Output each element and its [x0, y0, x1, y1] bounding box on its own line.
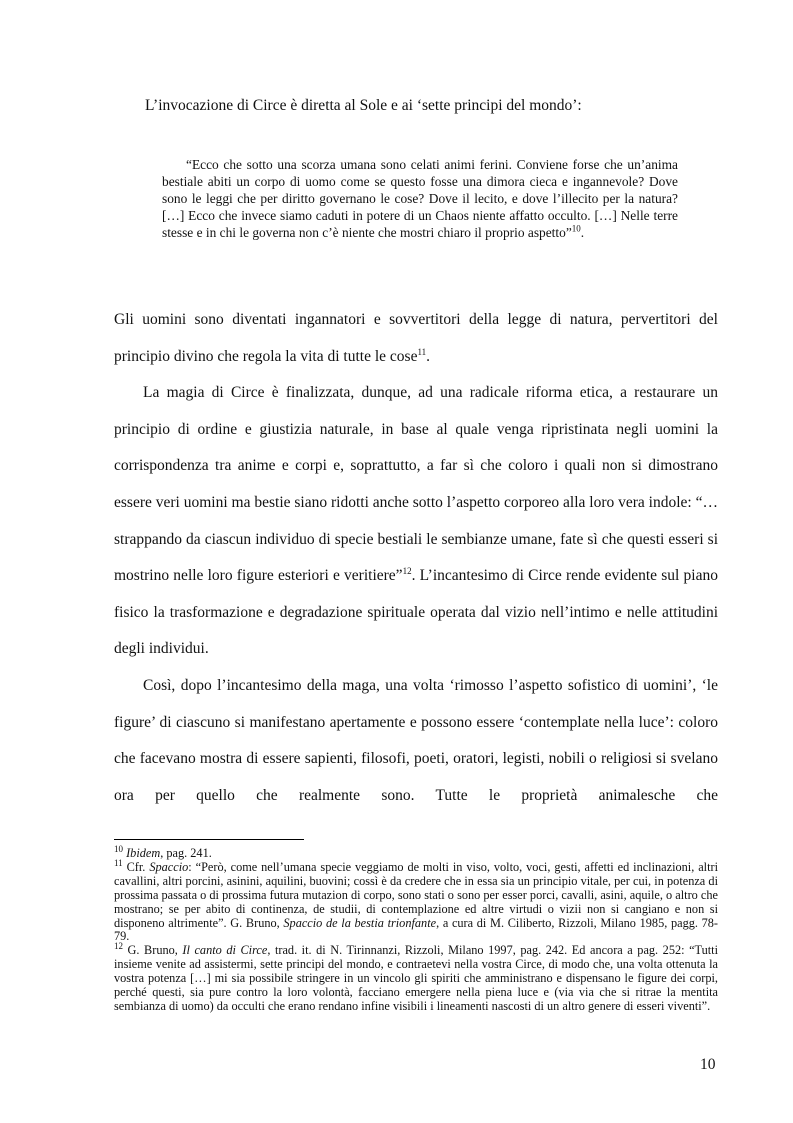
- block-quote: “Ecco che sotto una scorza umana sono celati animi ferini. Conviene forse che un’anima bestiale abiti un corpo di uomo come se questo fosse una dimora cieca e ingannevole? Dove sono le leggi che per diritto governano le cose? Dove il lecito, e dove l’illecito per la natura? […] Ecco che invece siamo caduti in potere di un Chaos niente affatto occulto. […] Nelle terre stesse e in chi le governa non c’è niente che mostri chiaro il proprio aspetto”$^{10}$.: [162, 157, 678, 240]
- page-number: 10: [700, 1056, 716, 1073]
- paragraph-1: Gli uomini sono diventati ingannatori e sovvertitori della legge di natura, pervertitori del principio divino che regola la vita di tutte le cose$^{11}$.: [114, 311, 718, 365]
- paragraph-3: Così, dopo l’incantesimo della maga, una volta ‘rimosso l’aspetto sofistico di uomini’, ‘le figure’ di ciascuno si manifestano apertamente e possono essere ‘contemplate nella luce’: coloro che facevano mostra di essere sapienti, filosofi, poeti, oratori, legisti, nobili o religiosi si svelano ora per quello che realmente sono. Tutte le proprietà animalesche che: [114, 676, 718, 804]
- footnote-11: $^{11}$ Cfr. Spaccio: “Però, come nell’umana specie veggiamo de molti in viso, volto, voci, gesti, affetti ed inclinazioni, altri cavallini, altri porcini, asinini, aquilini, buovini; cossì è da credere che in essa sia un principio vitale, per cui, in potenza di prossima passata o di prossima futura mutazion di corpo, sono stati o sono per esser porci, cavalli, asini, aquile, o altro che mostrano; se per abito di continenza, de studii, di contemplazione ed altre virtudi o vizii non si cangiano e non si disponeno altrimente”. G. Bruno, Spaccio de la bestia trionfante, a cura di M. Ciliberto, Rizzoli, Milano 1985, pagg. 78-79.: [114, 857, 719, 944]
- note-ref-12[interactable]: 12: [402, 566, 412, 576]
- note-ref-11[interactable]: 11: [417, 346, 427, 357]
- intro-line: L’invocazione di Circe è diretta al Sole e ai ‘sette principi del mondo’:: [145, 97, 582, 114]
- footnotes: [114, 843, 719, 1014]
- quote-text: “Ecco che sotto una scorza umana sono celati animi ferini. Conviene forse che un’anima bestiale abiti un corpo di uomo come se questo fosse una dimora cieca e ingannevole? Dove sono le leggi che per diritto governano le cose? Dove il lecito, e dove l’illecito per la natura? […] Ecco che invece siamo caduti in potere di un Chaos niente affatto occulto. […] Nelle terre stesse e in chi le governa non c’è niente che mostri chiaro il proprio aspetto”: [162, 157, 678, 240]
- body-text: [114, 302, 718, 814]
- paragraph-2: La magia di Circe è finalizzata, dunque, ad una radicale riforma etica, a restaurare un principio di ordine e giustizia naturale, in base al quale venga ripristinata negli uomini la corrispondenza tra anime e corpi e, soprattutto, a far sì che coloro i quali non si dimostrano essere veri uomini ma bestie siano ridotti anche sotto l’aspetto corporeo alla loro vera indole: “…strappando da ciascun individuo di specie bestiali le sembianze umane, fate sì che questi esseri si mostrino nelle loro figure esteriori e veritiere”$^{12}$. L’incantesimo di Circe rende evidente sul piano fisico la trasformazione e degradazione spirituale operata dal vizio nell’intimo e nelle attitudini degli individui.: [114, 384, 718, 658]
- footnote-12: $^{12}$ G. Bruno, Il canto di Circe, trad. it. di N. Tirinnanzi, Rizzoli, Milano 1997, pag. 242. Ed ancora a pag. 252: “Tutti insieme venite ad assistermi, sette principi del mondo, e contraetevi nella vostra Circe, di modo che, una volta ottenuta la vostra potenza […] mi sia possibile stringere in un vincolo gli spiriti che amministrano e dispensano le figure dei corpi, perché questi, sia pure contro la loro volontà, facciano emergere nella piena luce e (via via che si ritrae la mentita sembianza di uomo) da occulti che erano rendano infine visibili i lineamenti nascosti di un altro genere di esseri viventi”.: [114, 941, 719, 1013]
- footnote-10: $^{10}$ Ibidem, pag. 241.: [114, 843, 212, 860]
- note-ref-10[interactable]: 10: [571, 223, 581, 234]
- footnote-divider: [114, 839, 304, 840]
